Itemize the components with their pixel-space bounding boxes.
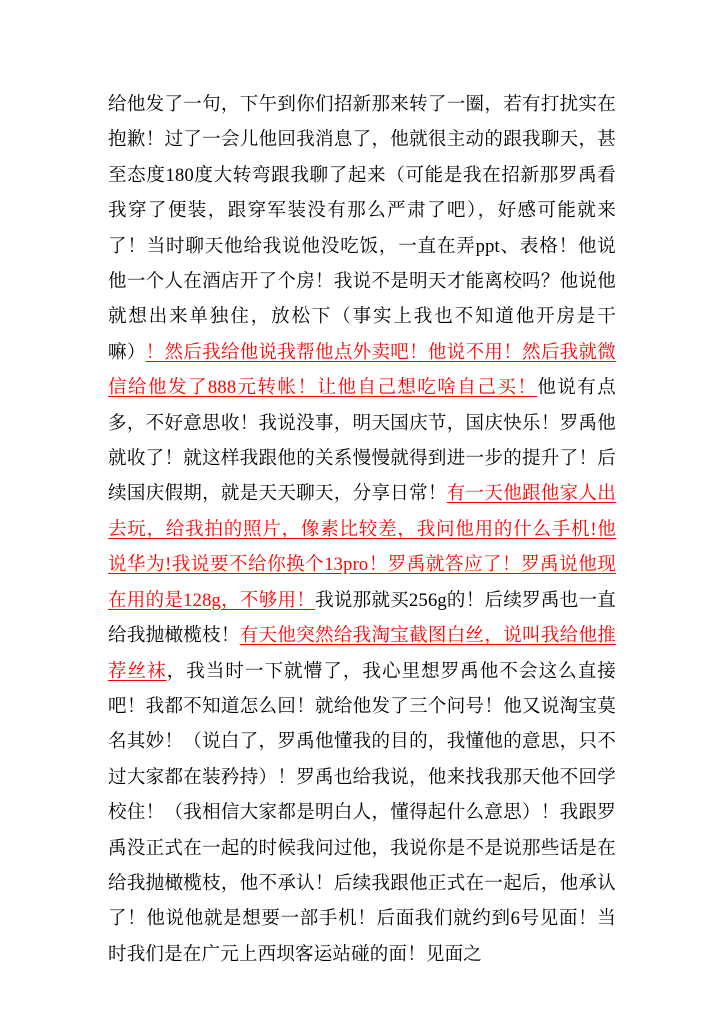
text-segment-4-highlight: 有一天他跟他家人出去玩，给我拍的照片，像素比较差，我问他用的什么手机!他说华为!我说要不给你换个13pro！罗禹就答应了！罗禹说他现在用的是128g，不够用！ [108,484,616,611]
document-text-body [108,88,616,973]
text-segment-6-highlight: 有天他突然给我淘宝截图白丝，说叫我给他推荐丝袜 [108,626,616,682]
text-segment-7: ，我当时一下就懵了，我心里想罗禹他不会这么直接吧！我都不知道怎么回！就给他发了三个问号！他又说淘宝莫名其妙！（说白了，罗禹他懂我的目的，我懂他的意思，只不过大家都在装矜持）！罗禹也给我说，他来找我那天他不回学校住！（我相信大家都是明白人，懂得起什么意思）！我跟罗禹没正式在一起的时候我问过他，我说你是不是说那些话是在给我抛橄榄枝，他不承认！后续我跟他正式在一起后，他承认了！他说他就是想要一部手机！后面我们就约到6号见面！当时我们是在广元上西坝客运站碰的面！见面之 [108,661,616,965]
text-segment-3: 他说有点多，不好意思收！我说没事，明天国庆节，国庆快乐！罗禹他就收了！就这样我跟他的关系慢慢就得到进一步的提升了！后续国庆假期，就是天天聊天，分享日常！ [108,378,616,505]
text-segment-5: 我说那就买256g的！后续罗禹也一直给我抛橄榄枝！ [108,590,616,647]
text-segment-2-highlight: ！然后我给他说我帮他点外卖吧！他说不用！然后我就微信给他发了888元转帐！让他自己想吃啥自己买！ [108,342,616,399]
text-segment-1: 给他发了一句，下午到你们招新那来转了一圈，若有打扰实在抱歉！过了一会儿他回我消息了，他就很主动的跟我聊天，甚至态度180度大转弯跟我聊了起来（可能是我在招新那罗禹看我穿了便装，跟穿军装没有那么严肃了吧），好感可能就来了！当时聊天他给我说他没吃饭，一直在弄ppt、表格！他说他一个人在酒店开了个房！我说不是明天才能离校吗？他说他就想出来单独住，放松下（事实上我也不知道他开房是干嘛） [108,95,616,363]
